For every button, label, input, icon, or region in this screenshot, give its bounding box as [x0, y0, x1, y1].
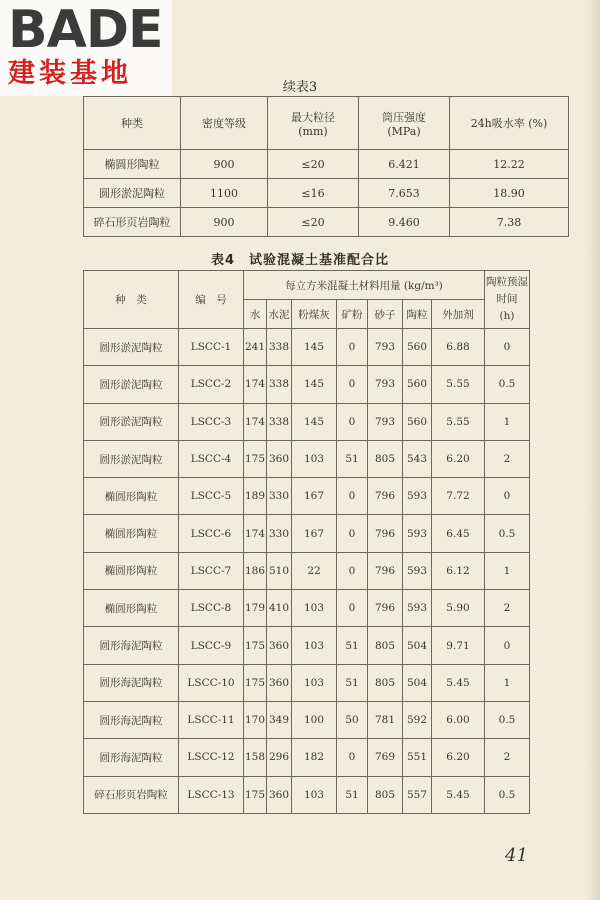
- cell: 2: [485, 440, 530, 477]
- cell: 7.38: [450, 208, 569, 237]
- cell: 0: [485, 329, 530, 366]
- table-row: [84, 701, 530, 738]
- cell: 5.55: [432, 403, 485, 440]
- table-row: [84, 403, 530, 440]
- cell: 145: [292, 403, 337, 440]
- cell: 793: [368, 329, 403, 366]
- cell: 805: [368, 627, 403, 664]
- cell: 椭圆形陶粒: [84, 552, 179, 589]
- cell: 圆形海泥陶粒: [84, 627, 179, 664]
- cell: 805: [368, 776, 403, 813]
- cell: 18.90: [450, 179, 569, 208]
- cell: 360: [267, 627, 292, 664]
- cell: 1100: [181, 179, 268, 208]
- table-row: [84, 776, 530, 813]
- table-row: [84, 329, 530, 366]
- cell: 6.20: [432, 440, 485, 477]
- cell: 349: [267, 701, 292, 738]
- cell: 179: [244, 590, 267, 627]
- cell: 0: [337, 329, 368, 366]
- cell: LSCC-1: [179, 329, 244, 366]
- cell: 椭圆形陶粒: [84, 478, 179, 515]
- cell: 0: [337, 366, 368, 403]
- cell: 0: [337, 590, 368, 627]
- cell: 175: [244, 627, 267, 664]
- cell: 793: [368, 403, 403, 440]
- cell: 510: [267, 552, 292, 589]
- cell: 557: [403, 776, 432, 813]
- cell: 769: [368, 739, 403, 776]
- cell: 12.22: [450, 150, 569, 179]
- table4-header-flyash: 粉煤灰: [292, 300, 337, 329]
- cell: 圆形淤泥陶粒: [84, 329, 179, 366]
- cell: 296: [267, 739, 292, 776]
- cell: 100: [292, 701, 337, 738]
- table-row: [84, 590, 530, 627]
- table3-header-strength: 筒压强度 (MPa): [359, 97, 450, 150]
- cell: 6.88: [432, 329, 485, 366]
- cell: 158: [244, 739, 267, 776]
- cell: 51: [337, 440, 368, 477]
- cell: 0: [485, 478, 530, 515]
- cell: 781: [368, 701, 403, 738]
- cell: 圆形淤泥陶粒: [84, 179, 181, 208]
- table-row: [84, 552, 530, 589]
- logo-word: BADE: [8, 0, 163, 60]
- cell: 圆形海泥陶粒: [84, 739, 179, 776]
- cell: 543: [403, 440, 432, 477]
- table-row: [84, 150, 569, 179]
- table-row: [84, 366, 530, 403]
- cell: 22: [292, 552, 337, 589]
- cell: 5.45: [432, 664, 485, 701]
- table4-header-group: 每立方米混凝土材料用量 (kg/m³): [244, 271, 485, 300]
- cell: 5.55: [432, 366, 485, 403]
- cell: 167: [292, 478, 337, 515]
- cell: LSCC-8: [179, 590, 244, 627]
- cell: 7.653: [359, 179, 450, 208]
- table-row: [84, 179, 569, 208]
- cell: 560: [403, 366, 432, 403]
- table4-header-slag: 矿粉: [337, 300, 368, 329]
- cell: 796: [368, 515, 403, 552]
- cell: 1: [485, 664, 530, 701]
- table4-header-sand: 砂子: [368, 300, 403, 329]
- cell: 167: [292, 515, 337, 552]
- cell: 9.460: [359, 208, 450, 237]
- cell: 103: [292, 776, 337, 813]
- cell: 2: [485, 739, 530, 776]
- cell: 175: [244, 776, 267, 813]
- table-row: [84, 664, 530, 701]
- cell: LSCC-12: [179, 739, 244, 776]
- logo-chinese-text: 建装基地: [8, 58, 132, 89]
- cell: 593: [403, 515, 432, 552]
- cell: 338: [267, 329, 292, 366]
- cell: LSCC-4: [179, 440, 244, 477]
- cell: 1: [485, 403, 530, 440]
- table3-header-row: [84, 97, 569, 150]
- table4-header-water: 水: [244, 300, 267, 329]
- cell: LSCC-7: [179, 552, 244, 589]
- cell: 1: [485, 552, 530, 589]
- cell: 圆形海泥陶粒: [84, 701, 179, 738]
- cell: 174: [244, 403, 267, 440]
- table4-header-cement: 水泥: [267, 300, 292, 329]
- cell: 241: [244, 329, 267, 366]
- cell: 圆形淤泥陶粒: [84, 440, 179, 477]
- cell: LSCC-2: [179, 366, 244, 403]
- cell: 6.45: [432, 515, 485, 552]
- cell: 51: [337, 627, 368, 664]
- cell: 560: [403, 329, 432, 366]
- cell: 796: [368, 478, 403, 515]
- cell: 椭圆形陶粒: [84, 590, 179, 627]
- cell: 椭圆形陶粒: [84, 515, 179, 552]
- cell: 189: [244, 478, 267, 515]
- cell: 0: [337, 403, 368, 440]
- table-row: [84, 627, 530, 664]
- table-row: [84, 739, 530, 776]
- cell: LSCC-6: [179, 515, 244, 552]
- cell: 0.5: [485, 776, 530, 813]
- cell: 796: [368, 552, 403, 589]
- cell: ≤20: [268, 150, 359, 179]
- cell: 圆形淤泥陶粒: [84, 403, 179, 440]
- cell: 6.12: [432, 552, 485, 589]
- cell: 805: [368, 664, 403, 701]
- cell: ≤16: [268, 179, 359, 208]
- cell: 椭圆形陶粒: [84, 150, 181, 179]
- table4-header-row-1: [84, 271, 530, 300]
- cell: 0: [337, 515, 368, 552]
- cell: 900: [181, 208, 268, 237]
- cell: 410: [267, 590, 292, 627]
- table4-body: [84, 271, 530, 814]
- cell: LSCC-9: [179, 627, 244, 664]
- cell: LSCC-11: [179, 701, 244, 738]
- table-row: [84, 208, 569, 237]
- cell: 360: [267, 664, 292, 701]
- cell: 0.5: [485, 366, 530, 403]
- table3-header-absorption: 24h吸水率 (%): [450, 97, 569, 150]
- table3: [83, 96, 569, 237]
- cell: 592: [403, 701, 432, 738]
- cell: 360: [267, 776, 292, 813]
- table4-header-code: 编 号: [179, 271, 244, 329]
- cell: 793: [368, 366, 403, 403]
- cell: 360: [267, 440, 292, 477]
- cell: 103: [292, 627, 337, 664]
- cell: 174: [244, 366, 267, 403]
- cell: 182: [292, 739, 337, 776]
- table-row: [84, 478, 530, 515]
- cell: 175: [244, 664, 267, 701]
- cell: 0: [485, 627, 530, 664]
- cell: 6.421: [359, 150, 450, 179]
- cell: 551: [403, 739, 432, 776]
- cell: 50: [337, 701, 368, 738]
- cell: 103: [292, 590, 337, 627]
- cell: 170: [244, 701, 267, 738]
- cell: 338: [267, 403, 292, 440]
- table3-header-density: 密度等级: [181, 97, 268, 150]
- table4-header-ceramsite: 陶粒: [403, 300, 432, 329]
- cell: 186: [244, 552, 267, 589]
- table-row: [84, 515, 530, 552]
- cell: 330: [267, 515, 292, 552]
- cell: 0: [337, 478, 368, 515]
- cell: 145: [292, 366, 337, 403]
- page-edge-shadow: [586, 0, 600, 900]
- table4: [83, 270, 530, 814]
- cell: 0: [337, 739, 368, 776]
- cell: 805: [368, 440, 403, 477]
- cell: 5.45: [432, 776, 485, 813]
- cell: 103: [292, 440, 337, 477]
- cell: 6.20: [432, 739, 485, 776]
- cell: 0.5: [485, 701, 530, 738]
- cell: 6.00: [432, 701, 485, 738]
- cell: 560: [403, 403, 432, 440]
- table3-header-type: 种类: [84, 97, 181, 150]
- table4-header-soak-time: 陶粒预湿时间 (h): [485, 271, 530, 329]
- cell: 圆形海泥陶粒: [84, 664, 179, 701]
- cell: 796: [368, 590, 403, 627]
- cell: 504: [403, 627, 432, 664]
- cell: 碎石形页岩陶粒: [84, 208, 181, 237]
- cell: 593: [403, 552, 432, 589]
- table4-header-admixture: 外加剂: [432, 300, 485, 329]
- cell: 593: [403, 590, 432, 627]
- table3-caption: 续表3: [282, 80, 318, 95]
- cell: 51: [337, 776, 368, 813]
- cell: 145: [292, 329, 337, 366]
- page-number: 41: [505, 845, 528, 866]
- cell: 51: [337, 664, 368, 701]
- cell: 2: [485, 590, 530, 627]
- cell: 593: [403, 478, 432, 515]
- cell: 7.72: [432, 478, 485, 515]
- cell: ≤20: [268, 208, 359, 237]
- cell: 103: [292, 664, 337, 701]
- cell: 5.90: [432, 590, 485, 627]
- cell: LSCC-3: [179, 403, 244, 440]
- table4-caption: 表4 试验混凝土基准配合比: [210, 253, 390, 268]
- cell: 0.5: [485, 515, 530, 552]
- cell: 圆形淤泥陶粒: [84, 366, 179, 403]
- table4-header-type: 种 类: [84, 271, 179, 329]
- cell: 9.71: [432, 627, 485, 664]
- cell: 504: [403, 664, 432, 701]
- cell: 174: [244, 515, 267, 552]
- cell: LSCC-13: [179, 776, 244, 813]
- cell: LSCC-10: [179, 664, 244, 701]
- cell: 碎石形页岩陶粒: [84, 776, 179, 813]
- table-row: [84, 440, 530, 477]
- cell: 0: [337, 552, 368, 589]
- cell: 175: [244, 440, 267, 477]
- table3-header-max-size: 最大粒径 (mm): [268, 97, 359, 150]
- cell: LSCC-5: [179, 478, 244, 515]
- cell: 330: [267, 478, 292, 515]
- cell: 900: [181, 150, 268, 179]
- cell: 338: [267, 366, 292, 403]
